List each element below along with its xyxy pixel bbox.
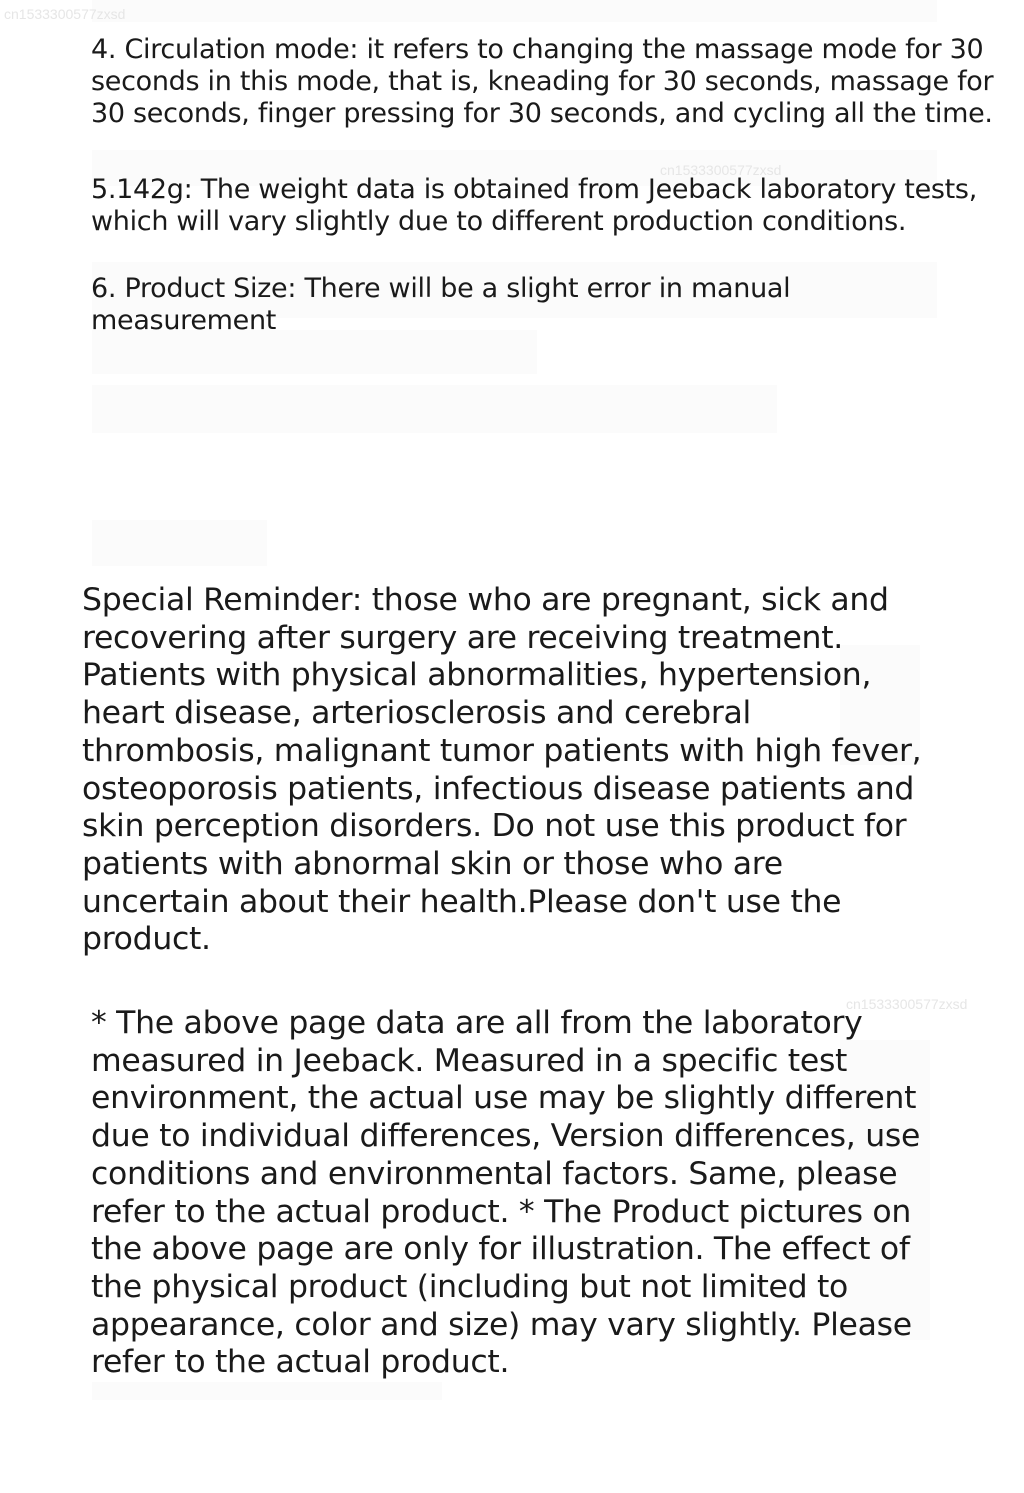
watermark-text: cn1533300577zxsd: [4, 6, 126, 22]
watermark-text: cn1533300577zxsd: [660, 162, 782, 178]
product-size-paragraph: 6. Product Size: There will be a slight error in manual measurement: [91, 273, 791, 336]
faint-background-band: [92, 520, 267, 566]
weight-paragraph: 5.142g: The weight data is obtained from Jeeback laboratory tests, which will vary slightly due to different production conditions.: [91, 174, 977, 237]
watermark-text: cn1533300577zxsd: [846, 996, 968, 1012]
circulation-mode-paragraph: 4. Circulation mode: it refers to changing the massage mode for 30 seconds in this mode, that is, kneading for 30 seconds, massage for 30 seconds, finger pressing for 30 seconds, and cycling all the time.: [91, 34, 994, 129]
faint-background-band: [92, 385, 777, 433]
faint-background-band: [92, 1382, 442, 1400]
faint-background-band: [92, 0, 937, 22]
disclaimer-paragraph: * The above page data are all from the laboratory measured in Jeeback. Measured in a specific test environment, the actual use may be slightly different due to individual differences, Version differences, use conditions and environmental factors. Same, please refer to the actual product. * The Product pictures on the above page are only for illustration. The effect of the physical product (including but not limited to appearance, color and size) may vary slightly. Please refer to the actual product.: [91, 1005, 921, 1381]
special-reminder-paragraph: Special Reminder: those who are pregnant, sick and recovering after surgery are receiving treatment. Patients with physical abnormalities, hypertension, heart disease, arteriosclerosis and cerebral thrombosis, malignant tumor patients with high fever, osteoporosis patients, infectious disease patients and skin perception disorders. Do not use this product for patients with abnormal skin or those who are uncertain about their health.Please don't use the product.: [82, 582, 922, 958]
